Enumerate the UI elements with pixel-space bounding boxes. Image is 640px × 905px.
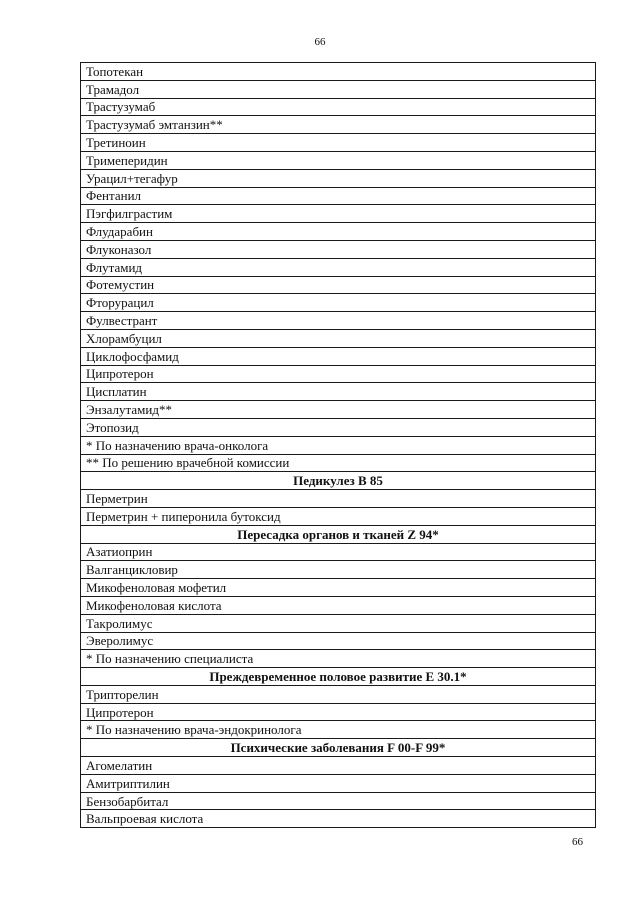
- drug-name-cell: Хлорамбуцил: [81, 329, 596, 347]
- table-row: [81, 561, 596, 579]
- section-header-cell: Психические заболевания F 00-F 99*: [81, 739, 596, 757]
- drug-name-cell: Азатиоприн: [81, 543, 596, 561]
- drug-name-cell: Трамадол: [81, 80, 596, 98]
- drug-name-cell: Трипторелин: [81, 685, 596, 703]
- table-row: [81, 151, 596, 169]
- page-number-bottom: 66: [572, 836, 583, 848]
- table-row: [81, 134, 596, 152]
- table-row: [81, 312, 596, 330]
- drug-name-cell: Фулвестрант: [81, 312, 596, 330]
- table-row: [81, 792, 596, 810]
- table-row: [81, 418, 596, 436]
- drug-name-cell: ** По решению врачебной комиссии: [81, 454, 596, 472]
- table-row: [81, 650, 596, 668]
- drug-name-cell: Такролимус: [81, 614, 596, 632]
- drug-name-cell: Тримеперидин: [81, 151, 596, 169]
- table-row: [81, 187, 596, 205]
- table-row: [81, 685, 596, 703]
- drug-name-cell: Цисплатин: [81, 383, 596, 401]
- table-row: [81, 436, 596, 454]
- drug-name-cell: Перметрин: [81, 490, 596, 508]
- drug-name-cell: Фторурацил: [81, 294, 596, 312]
- table-row: [81, 401, 596, 419]
- drug-name-cell: Вальпроевая кислота: [81, 810, 596, 828]
- table-row: [81, 169, 596, 187]
- drug-name-cell: Микофеноловая мофетил: [81, 579, 596, 597]
- table-row: [81, 116, 596, 134]
- table-row: [81, 543, 596, 561]
- drug-name-cell: * По назначению врача-эндокринолога: [81, 721, 596, 739]
- drug-name-cell: Ципротерон: [81, 365, 596, 383]
- drug-name-cell: * По назначению специалиста: [81, 650, 596, 668]
- drug-name-cell: Флутамид: [81, 258, 596, 276]
- table-row: [81, 63, 596, 81]
- table-row: [81, 205, 596, 223]
- drug-name-cell: Фотемустин: [81, 276, 596, 294]
- drug-name-cell: Фентанил: [81, 187, 596, 205]
- drug-name-cell: Валганцикловир: [81, 561, 596, 579]
- table-row: [81, 632, 596, 650]
- drug-name-cell: Флударабин: [81, 223, 596, 241]
- drug-name-cell: Трастузумаб эмтанзин**: [81, 116, 596, 134]
- drug-name-cell: Флуконазол: [81, 240, 596, 258]
- drug-name-cell: Циклофосфамид: [81, 347, 596, 365]
- drug-name-cell: Бензобарбитал: [81, 792, 596, 810]
- table-row: [81, 240, 596, 258]
- drug-list-body: [81, 63, 596, 828]
- table-row: [81, 810, 596, 828]
- drug-name-cell: Перметрин + пиперонила бутоксид: [81, 507, 596, 525]
- table-row: [81, 383, 596, 401]
- table-row: [81, 579, 596, 597]
- drug-name-cell: Урацил+тегафур: [81, 169, 596, 187]
- drug-name-cell: * По назначению врача-онколога: [81, 436, 596, 454]
- drug-name-cell: Микофеноловая кислота: [81, 596, 596, 614]
- drug-name-cell: Агомелатин: [81, 757, 596, 775]
- table-row: [81, 490, 596, 508]
- drug-name-cell: Ципротерон: [81, 703, 596, 721]
- table-row: [81, 365, 596, 383]
- table-row: [81, 721, 596, 739]
- section-header-cell: Педикулез В 85: [81, 472, 596, 490]
- table-row: [81, 347, 596, 365]
- drug-name-cell: Топотекан: [81, 63, 596, 81]
- section-header-row: [81, 739, 596, 757]
- section-header-row: [81, 472, 596, 490]
- section-header-row: [81, 525, 596, 543]
- table-row: [81, 774, 596, 792]
- table-row: [81, 596, 596, 614]
- table-row: [81, 80, 596, 98]
- table-row: [81, 276, 596, 294]
- drug-name-cell: Этопозид: [81, 418, 596, 436]
- drug-name-cell: Энзалутамид**: [81, 401, 596, 419]
- section-header-cell: Пересадка органов и тканей Z 94*: [81, 525, 596, 543]
- table-row: [81, 258, 596, 276]
- drug-name-cell: Эверолимус: [81, 632, 596, 650]
- drug-name-cell: Амитриптилин: [81, 774, 596, 792]
- table-row: [81, 507, 596, 525]
- drug-name-cell: Пэгфилграстим: [81, 205, 596, 223]
- table-row: [81, 703, 596, 721]
- table-row: [81, 757, 596, 775]
- table-row: [81, 329, 596, 347]
- drug-list-table: [80, 62, 596, 828]
- page-number-top: 66: [314, 36, 326, 48]
- table-row: [81, 294, 596, 312]
- table-row: [81, 223, 596, 241]
- table-row: [81, 614, 596, 632]
- drug-name-cell: Третиноин: [81, 134, 596, 152]
- drug-name-cell: Трастузумаб: [81, 98, 596, 116]
- table-row: [81, 454, 596, 472]
- section-header-cell: Преждевременное половое развитие E 30.1*: [81, 668, 596, 686]
- section-header-row: [81, 668, 596, 686]
- table-row: [81, 98, 596, 116]
